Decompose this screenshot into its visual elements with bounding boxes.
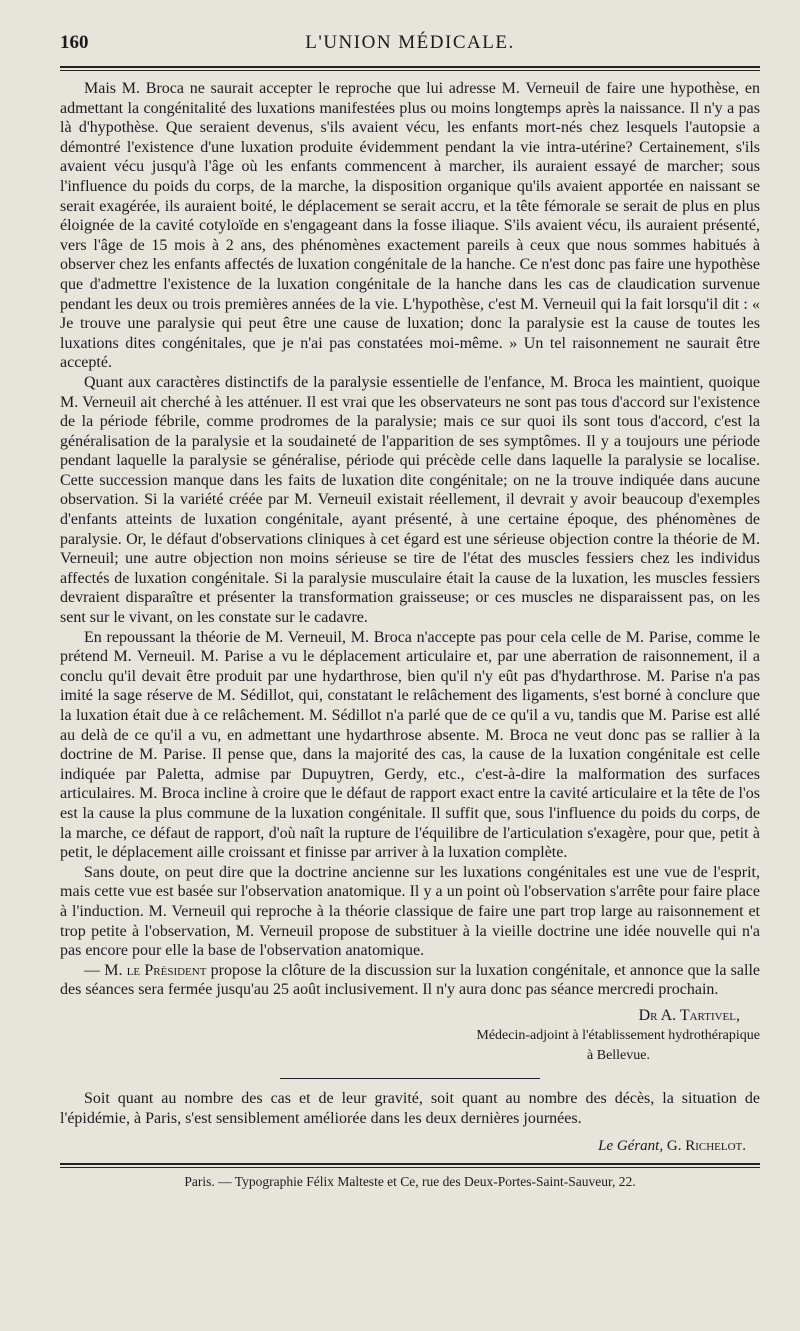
page-header: [60, 28, 760, 62]
page-number: 160: [60, 32, 89, 53]
paragraph-2: Quant aux caractères distinctifs de la paralysie essentielle de l'enfance, M. Broca les maintient, quoique M. Verneuil ait cherché à les atténuer. Il est vrai que les observateurs ne sont pas tous d'accord sur l'existence de la période fébrile, comme prodromes de la paralysie; mais ce sur quoi ils sont tous d'accord, c'est la généralisation de la paralysie et la soudaineté de l'apparition de ses symptômes. Il y a toujours une période pendant laquelle la paralysie se généralise, période qui précède celle dans laquelle la paralysie se localise. Cette succession manque dans les faits de luxation dite congénitale; on ne la trouve indiquée dans aucune observation. Si la variété créée par M. Verneuil existait réellement, il devrait y avoir beaucoup d'exemples d'enfants atteints de luxation congénitale, ayant présenté, à une certaine époque, des phénomènes de paralysie. Or, le défaut d'observations cliniques à cet égard est une sérieuse objection contre la théorie de M. Verneuil; une autre objection non moins sérieuse se tire de l'état des muscles fessiers chez les individus affectés de luxation congénitale. Si la paralysie musculaire était la cause de la luxation, les muscles fessiers devraient disparaître et présenter la transformation graisseuse; or ces muscles ne disparaissent pas, on les sent sur le vivant, on les constate sur le cadavre.: [60, 373, 760, 627]
paragraph-3: En repoussant la théorie de M. Verneuil, M. Broca n'accepte pas pour cela celle de M. Parise, comme le prétend M. Verneuil. M. Parise a vu le déplacement articulaire et, par une aberration de raisonnement, il a conclu qu'il devait être produit par une hydarthrose, bien qu'il n'y eût pas d'hydarthrose. M. Parise n'a pas imité la sage réserve de M. Sédillot, qui, constatant le relâchement des ligaments, s'est borné à conclure que la luxation était due à ce relâchement. M. Sédillot n'a parlé que de ce qu'il a vu, tandis que M. Parise est allé au delà de ce qu'il a vu, en admettant une hydarthrose absente. M. Broca ne veut donc pas se rallier à la doctrine de M. Parise. Il pense que, dans la majorité des cas, la cause de la luxation congénitale est celle indiquée par Paletta, admise par Dupuytren, Gerdy, etc., c'est-à-dire la malformation des surfaces articulaires. M. Broca incline à croire que le défaut de rapport exact entre la cavité articulaire et la tête de l'os est la cause la plus commune de la luxation congénitale. Il suffit que, sous l'influence du poids du corps, de la marche, ce défaut de rapport, d'où naît la rupture de l'équilibre de l'articulation s'exagère, pour que, petit à petit, le déplacement aille croissant et finisse par arriver à la luxation complète.: [60, 628, 760, 862]
gerant-label: Le Gérant,: [598, 1138, 664, 1155]
author-name: Dr A. Tartivel,: [638, 1006, 740, 1024]
president-title: le Président: [126, 961, 207, 979]
paragraph-1: Mais M. Broca ne saurait accepter le reproche que lui adresse M. Verneuil de faire une hypothèse, en admettant la congénitalité des luxations manifestées plus ou moins longtemps après la naissance. Il n'y a pas là d'hypothèse. Que seraient devenus, s'ils avaient vécu, les enfants mort-nés chez lesquels l'autopsie a démontré l'existence d'une luxation produite évidemment pendant la vie intra-utérine? Certainement, s'ils avaient vécu jusqu'à l'âge où les enfants commencent à marcher, ils auraient essayé de marcher; sous l'influence du poids du corps, de la marche, la disposition organique qu'ils avaient apportée en naissant se serait exagérée, ils auraient boité, le déplacement se serait accru, et la tête fémorale se serait de plus en plus éloignée de la cavité cotyloïde en s'engageant dans la fosse iliaque. S'ils avaient vécu, ils auraient présenté, vers l'âge de 15 mois à 2 ans, des phénomènes exactement pareils à ceux que nous sommes habitués à observer chez les enfants affectés de luxation congénitale de la hanche. Ce n'est donc pas faire une hypothèse que d'admettre l'existence de la luxation congénitale de la hanche dans les cas de claudication survenue pendant les deux ou trois premières années de la vie. L'hypothèse, c'est M. Verneuil qui la fait lorsqu'il dit : « Je trouve une paralysie qui peut être une cause de luxation; donc la paralysie est la cause de toutes les luxations dites congénitales, que je n'ai pas constatées moi-même. » Un tel raisonnement ne saurait être accepté.: [60, 80, 760, 372]
gerant-line: [60, 1138, 760, 1155]
author-role: Médecin-adjoint à l'établissement hydrothérapique: [476, 1027, 760, 1043]
author-place: à Bellevue.: [587, 1047, 650, 1063]
closing-paragraph: [60, 961, 760, 1000]
closing-text: propose la clôture de la discussion sur la luxation congénitale, et annonce que la salle des séances sera fermée jusqu'au 25 août inclusivement. Il n'y aura donc pas séance mercredi prochain.: [60, 961, 760, 999]
header-rule: [60, 66, 760, 71]
paragraph-4: Sans doute, on peut dire que la doctrine ancienne sur les luxations congénitales est une vue de l'esprit, mais cette vue est basée sur l'observation anatomique. Il y a un point où l'observation s'arrête pour faire place à l'induction. M. Verneuil qui reproche à la théorie classique de faire une part trop large au raisonnement et trop petite à l'observation, M. Verneuil propose de substituer à la vieille doctrine une idée nouvelle qui n'a pas encore pour elle la base de l'observation anatomique.: [60, 863, 760, 960]
article-body: [60, 79, 760, 1000]
footer-rule: [60, 1163, 760, 1168]
signature-block: [60, 1006, 760, 1066]
closing-prefix: — M.: [84, 961, 127, 979]
printer-imprint: Paris. — Typographie Félix Malteste et Ce, rue des Deux-Portes-Saint-Sauveur, 22.: [184, 1174, 636, 1190]
gerant-name: G. Richelot.: [666, 1138, 746, 1155]
epidemic-note: Soit quant au nombre des cas et de leur gravité, soit quant au nombre des décès, la situation de l'épidémie, à Paris, s'est sensiblement améliorée dans les deux dernières journées.: [60, 1089, 760, 1127]
epidemic-section: [60, 1089, 760, 1128]
section-divider: [280, 1078, 540, 1079]
journal-title: L'UNION MÉDICALE.: [305, 32, 515, 53]
